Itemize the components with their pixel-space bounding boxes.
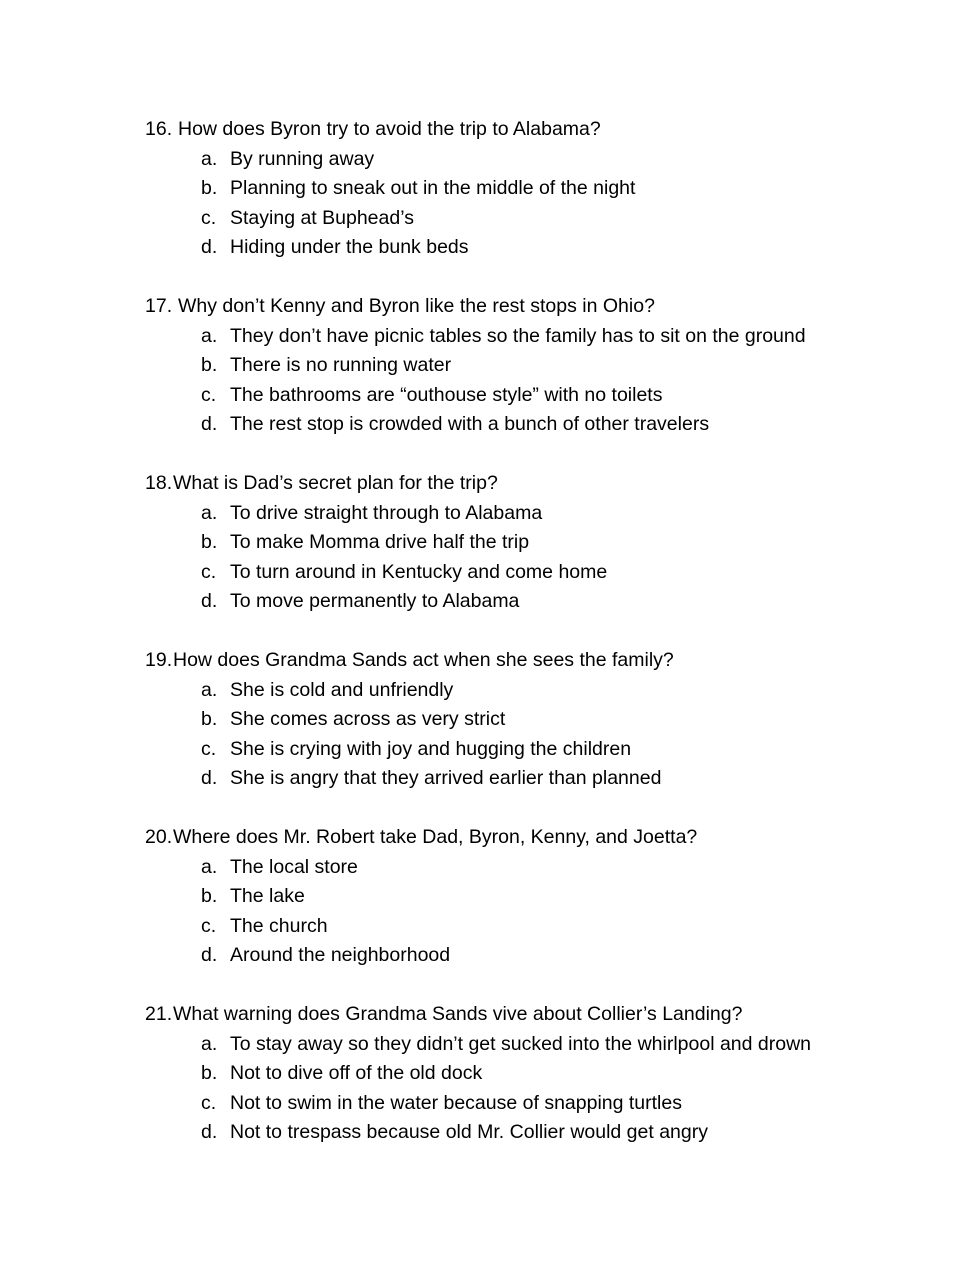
option-text: She is crying with joy and hugging the children: [230, 737, 632, 760]
option-a: [145, 145, 945, 175]
option-list: [145, 1030, 945, 1148]
option-letter: d.: [201, 236, 218, 258]
question-text: What is Dad’s secret plan for the trip?: [173, 472, 498, 494]
option-b: [145, 882, 945, 912]
option-text: The bathrooms are “outhouse style” with no toilets: [230, 383, 663, 406]
option-c: [145, 735, 945, 765]
question-number: 20.: [145, 826, 173, 848]
option-list: [145, 145, 945, 263]
question-text: Where does Mr. Robert take Dad, Byron, Kenny, and Joetta?: [173, 826, 698, 848]
option-text: Not to trespass because old Mr. Collier would get angry: [230, 1121, 708, 1143]
option-b: [145, 705, 945, 735]
option-text: They don’t have picnic tables so the family has to sit on the ground: [230, 324, 806, 347]
question-number: 21.: [145, 1003, 173, 1025]
question-21: [145, 1000, 945, 1148]
question-18: [145, 469, 945, 617]
question-stem: [145, 469, 945, 499]
option-b: [145, 351, 945, 381]
option-list: [145, 499, 945, 617]
option-d: [145, 587, 945, 617]
option-a: [145, 322, 945, 352]
option-text: Hiding under the bunk beds: [230, 236, 469, 258]
option-letter: c.: [201, 206, 217, 229]
question-number: 17.: [145, 295, 173, 317]
question-19: [145, 646, 945, 794]
option-list: [145, 676, 945, 794]
option-text: Not to dive off of the old dock: [230, 1062, 483, 1084]
option-a: [145, 499, 945, 529]
option-letter: a.: [201, 324, 218, 347]
option-c: [145, 912, 945, 942]
option-a: [145, 676, 945, 706]
option-letter: c.: [201, 914, 217, 937]
option-letter: d.: [201, 944, 218, 966]
question-stem: [145, 1000, 945, 1030]
option-a: [145, 853, 945, 883]
option-d: [145, 764, 945, 794]
option-letter: d.: [201, 767, 218, 789]
option-text: She is angry that they arrived earlier than planned: [230, 767, 662, 789]
option-c: [145, 204, 945, 234]
option-text: To move permanently to Alabama: [230, 590, 520, 612]
question-stem: [145, 115, 945, 145]
question-17: [145, 292, 945, 440]
option-letter: d.: [201, 413, 218, 435]
option-b: [145, 1059, 945, 1089]
option-text: To make Momma drive half the trip: [230, 531, 530, 553]
option-b: [145, 528, 945, 558]
option-text: To turn around in Kentucky and come home: [230, 560, 608, 583]
option-c: [145, 1089, 945, 1119]
option-text: To drive straight through to Alabama: [230, 501, 543, 524]
question-text: What warning does Grandma Sands vive about Collier’s Landing?: [173, 1003, 743, 1025]
option-c: [145, 558, 945, 588]
option-text: Planning to sneak out in the middle of the night: [230, 177, 636, 199]
option-letter: a.: [201, 678, 218, 701]
option-letter: a.: [201, 501, 218, 524]
option-d: [145, 1118, 945, 1148]
option-d: [145, 410, 945, 440]
option-text: She comes across as very strict: [230, 708, 506, 730]
option-letter: b.: [201, 531, 218, 553]
question-number: 18.: [145, 472, 173, 494]
option-letter: c.: [201, 737, 217, 760]
question-20: [145, 823, 945, 971]
option-letter: c.: [201, 383, 217, 406]
option-text: The lake: [230, 885, 305, 907]
option-text: Around the neighborhood: [230, 944, 451, 966]
question-text: How does Grandma Sands act when she sees the family?: [173, 649, 674, 671]
option-text: There is no running water: [230, 354, 452, 376]
option-letter: c.: [201, 1091, 217, 1114]
option-letter: b.: [201, 354, 218, 376]
option-letter: c.: [201, 560, 217, 583]
question-stem: [145, 823, 945, 853]
option-letter: d.: [201, 1121, 218, 1143]
question-text: How does Byron try to avoid the trip to Alabama?: [178, 118, 601, 140]
option-text: The church: [230, 914, 328, 937]
question-16: [145, 115, 945, 263]
option-text: To stay away so they didn’t get sucked into the whirlpool and drown: [230, 1032, 812, 1055]
option-letter: d.: [201, 590, 218, 612]
option-letter: b.: [201, 885, 218, 907]
question-stem: [145, 646, 945, 676]
option-text: The rest stop is crowded with a bunch of other travelers: [230, 413, 710, 435]
question-text: Why don’t Kenny and Byron like the rest stops in Ohio?: [178, 295, 655, 317]
option-text: She is cold and unfriendly: [230, 678, 454, 701]
option-text: The local store: [230, 855, 358, 878]
question-number: 19.: [145, 649, 173, 671]
option-list: [145, 322, 945, 440]
option-letter: a.: [201, 855, 218, 878]
option-d: [145, 233, 945, 263]
option-text: By running away: [230, 147, 375, 170]
option-letter: a.: [201, 1032, 218, 1055]
option-letter: a.: [201, 147, 218, 170]
question-number: 16.: [145, 118, 173, 140]
option-c: [145, 381, 945, 411]
option-letter: b.: [201, 1062, 218, 1084]
option-letter: b.: [201, 177, 218, 199]
option-a: [145, 1030, 945, 1060]
option-text: Not to swim in the water because of snapping turtles: [230, 1091, 682, 1114]
question-stem: [145, 292, 945, 322]
option-b: [145, 174, 945, 204]
option-letter: b.: [201, 708, 218, 730]
option-d: [145, 941, 945, 971]
option-list: [145, 853, 945, 971]
option-text: Staying at Buphead’s: [230, 206, 414, 229]
